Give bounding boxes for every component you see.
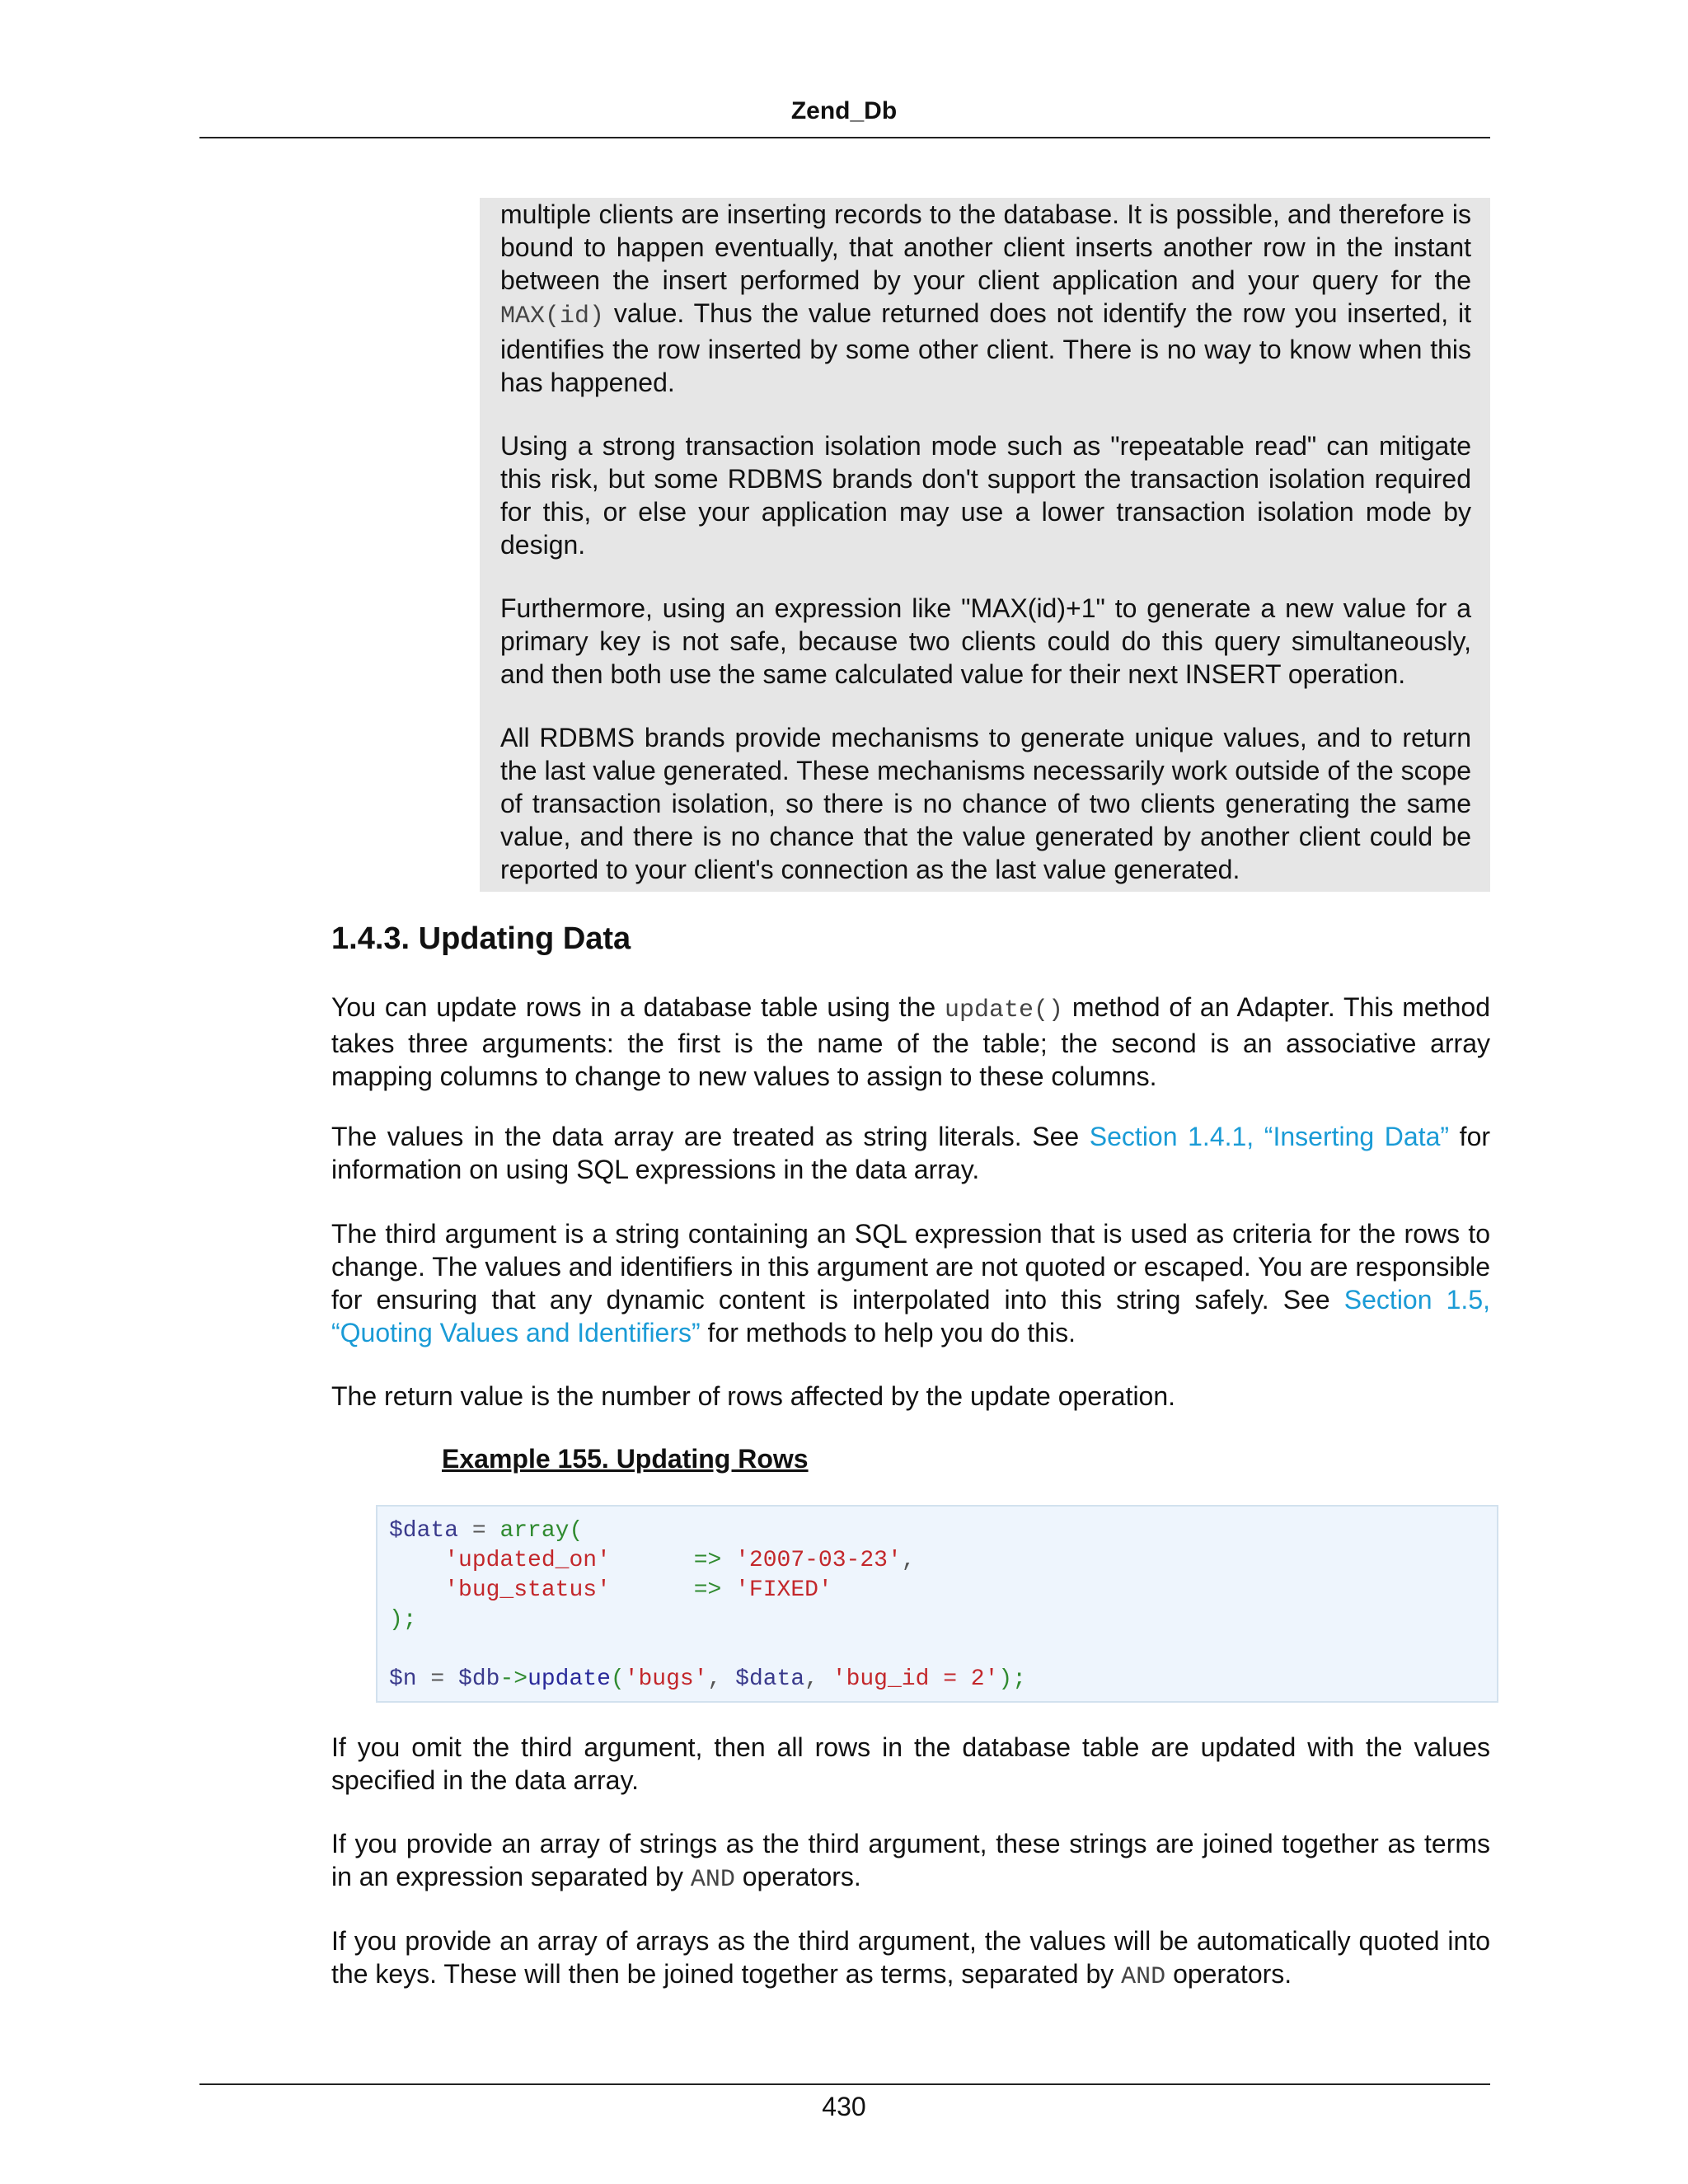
- section-paragraph-4: The return value is the number of rows affected by the update operation.: [331, 1381, 1176, 1411]
- code-token: =>: [693, 1577, 722, 1603]
- section-p1-text-after: method of an Adapter. This method takes three arguments: the first is the name of the table; the second is an associative array mapping columns to change to new values to assign to these columns.: [331, 992, 1490, 1091]
- after-paragraph-3: [331, 1924, 1490, 1994]
- code-token: $n: [389, 1666, 417, 1692]
- section-p2-text-after: for information on using SQL expressions in the data array.: [331, 1122, 1491, 1184]
- note-p1-text-after: value. Thus the value returned does not identify the row you inserted, it identifies the row inserted by some other client. There is no way to know when this has happened.: [500, 298, 1471, 397]
- code-token: );: [389, 1607, 417, 1633]
- code-block: [376, 1505, 1498, 1703]
- code-token: (: [610, 1666, 625, 1692]
- and-operator-code: AND: [690, 1866, 735, 1894]
- note-paragraph-1: [500, 198, 1471, 399]
- code-token: ->: [499, 1666, 528, 1692]
- code-token: =>: [693, 1548, 722, 1573]
- after-p2-text-before: If you provide an array of strings as the third argument, these strings are joined together as terms in an expression separated by: [331, 1829, 1490, 1891]
- and-operator-code: AND: [1121, 1963, 1166, 1991]
- code-listing: [389, 1516, 1026, 1694]
- code-token: 'updated_on': [444, 1548, 611, 1573]
- section-title: 1.4.3. Updating Data: [331, 921, 631, 956]
- code-token: ,: [901, 1548, 916, 1573]
- code-token: =: [416, 1666, 459, 1692]
- after-p2-text-after: operators.: [734, 1862, 861, 1891]
- inserting-data-link[interactable]: Section 1.4.1, “Inserting Data”: [1089, 1122, 1450, 1151]
- after-paragraph-1: If you omit the third argument, then all rows in the database table are updated with the values specified in the data array.: [331, 1732, 1490, 1795]
- section-p1-text-before: You can update rows in a database table using the: [331, 992, 945, 1022]
- code-token: '2007-03-23': [735, 1548, 902, 1573]
- code-token: 'bug_id = 2': [832, 1666, 999, 1692]
- section-p2-text-before: The values in the data array are treated as string literals. See: [331, 1122, 1090, 1151]
- update-method-code: update(): [944, 996, 1064, 1024]
- code-token: 'bugs': [624, 1666, 708, 1692]
- note-content: [500, 198, 1471, 886]
- code-token: 'bug_status': [444, 1577, 611, 1603]
- note-p1-code: MAX(id): [500, 302, 605, 330]
- note-paragraph-2: Using a strong transaction isolation mode such as "repeatable read" can mitigate this risk, but some RDBMS brands don't support the transaction isolation required for this, or else your application may use a lower transaction isolation mode by design.: [500, 431, 1471, 560]
- code-token: );: [998, 1666, 1027, 1692]
- page-number: 430: [822, 2092, 866, 2121]
- after-p3-text-before: If you provide an array of arrays as the third argument, the values will be automatically quoted into the keys. These will then be joined together as terms, separated by: [331, 1926, 1490, 1989]
- code-token: ,: [804, 1666, 832, 1692]
- quoting-values-link[interactable]: Section 1.5, “Quoting Values and Identifiers”: [331, 1285, 1491, 1347]
- code-token: $db: [458, 1666, 500, 1692]
- header-title: Zend_Db: [790, 97, 898, 124]
- code-token: update: [528, 1666, 611, 1692]
- code-token: 'FIXED': [735, 1577, 832, 1603]
- code-token: ,: [707, 1666, 736, 1692]
- footer-divider: [199, 2083, 1490, 2085]
- section-p3-text-before: The third argument is a string containing an SQL expression that is used as criteria for the rows to change. The values and identifiers in this argument are not quoted or escaped. You are responsible for ensuring that any dynamic content is interpolated into this string safely. See: [331, 1219, 1490, 1315]
- code-token: $data: [735, 1666, 805, 1692]
- header-divider: [199, 137, 1490, 138]
- note-paragraph-3: Furthermore, using an expression like "MAX(id)+1" to generate a new value for a primary key is not safe, because two clients could do this query simultaneously, and then both use the same calculated value for their next INSERT operation.: [500, 593, 1471, 689]
- code-token: =: [458, 1518, 500, 1544]
- section-p3-text-after: for methods to help you do this.: [700, 1318, 1076, 1347]
- note-p1-text-before: multiple clients are inserting records to the database. It is possible, and therefore is bound to happen eventually, that another client inserts another row in the instant between the insert performed by your client application and your query for the: [500, 199, 1471, 295]
- code-token: $data: [389, 1518, 459, 1544]
- after-paragraph-2: [331, 1827, 1490, 1896]
- code-token: array(: [499, 1518, 584, 1544]
- example-title: Example 155. Updating Rows: [442, 1444, 809, 1474]
- note-box: [480, 198, 1490, 892]
- section-paragraph-2: [331, 1120, 1490, 1186]
- after-p3-text-after: operators.: [1165, 1959, 1292, 1989]
- note-paragraph-4: All RDBMS brands provide mechanisms to generate unique values, and to return the last value generated. These mechanisms necessarily work outside of the scope of transaction isolation, so there is no chance of two clients generating the same value, and there is no chance that the value generated by another client could be reported to your client's connection as the last value generated.: [500, 723, 1471, 884]
- section-paragraph-3: [331, 1217, 1490, 1349]
- section-paragraph-1: [331, 991, 1490, 1093]
